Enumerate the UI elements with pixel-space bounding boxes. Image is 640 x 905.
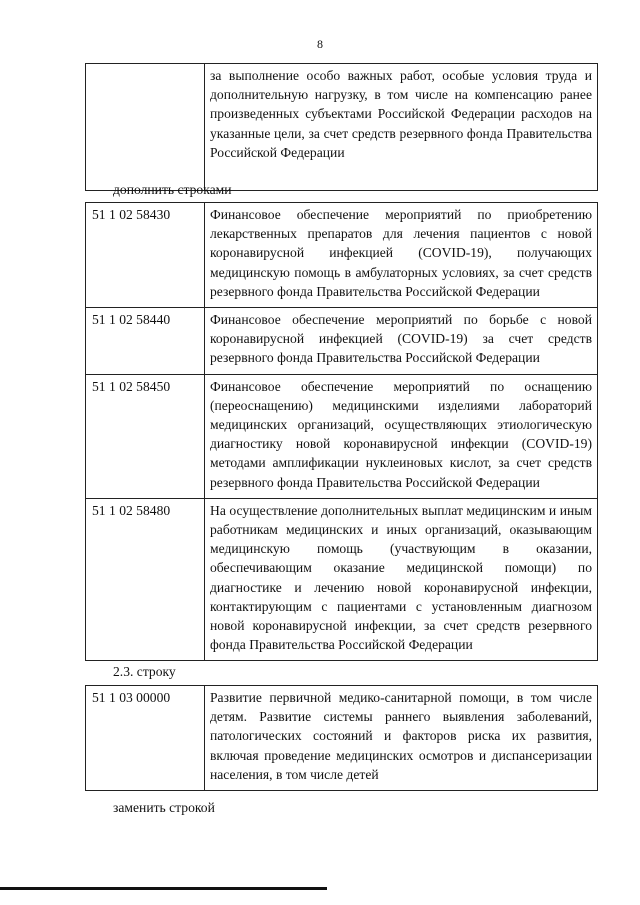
instruction-add-rows: дополнить строками — [113, 182, 232, 197]
page-number: 8 — [317, 37, 323, 51]
table-row — [86, 686, 598, 791]
table-row-to-replace — [85, 685, 598, 791]
description-cell: Финансовое обеспечение мероприятий по борьбе с новой коронавирусной инфекцией (COVID-19) за счет средств резервного фонда Правительства Российской Федерации — [205, 308, 598, 375]
table-row — [86, 203, 598, 308]
table-added-rows — [85, 202, 598, 661]
table-row — [86, 498, 598, 661]
code-cell: 51 1 02 58440 — [86, 308, 205, 375]
instruction-replace-row: заменить строкой — [113, 800, 215, 815]
table-row — [86, 64, 598, 191]
instruction-item-number: 2.3. строку — [113, 664, 176, 679]
code-cell — [86, 64, 205, 191]
code-cell: 51 1 02 58430 — [86, 203, 205, 308]
code-cell: 51 1 02 58480 — [86, 498, 205, 661]
description-cell: Финансовое обеспечение мероприятий по приобретению лекарственных препаратов для лечения пациентов с новой коронавирусной инфекцией (COVID-19), получающих медицинскую помощь в амбулаторных условиях, за счет средств резервного фонда Правительства Российской Федерации — [205, 203, 598, 308]
table-continuation — [85, 63, 598, 191]
description-cell: за выполнение особо важных работ, особые условия труда и дополнительную нагрузку, в том числе на компенсацию ранее произведенных субъектами Российской Федерации расходов на указанные цели, за счет средств резервного фонда Правительства Российской Федерации — [205, 64, 598, 191]
table-row — [86, 374, 598, 498]
description-cell: Развитие первичной медико-санитарной помощи, в том числе детям. Развитие системы раннего выявления заболеваний, патологических состояний и факторов риска их развития, включая проведение медицинских осмотров и диспансеризации населения, в том числе детей — [205, 686, 598, 791]
code-cell: 51 1 03 00000 — [86, 686, 205, 791]
description-cell: Финансовое обеспечение мероприятий по оснащению (переоснащению) медицинскими изделиями лабораторий медицинских организаций, осуществляющих этиологическую диагностику новой коронавирусной инфекции (COVID-19) методами амплификации нуклеиновых кислот, за счет средств резервного фонда Правительства Российской Федерации — [205, 374, 598, 498]
footer-rule — [0, 887, 327, 890]
table-row — [86, 308, 598, 375]
description-cell: На осуществление дополнительных выплат медицинским и иным работникам медицинских и иных организаций, оказывающим медицинскую помощь (участвующим в оказании, обеспечивающим оказание медицинской помощи) по диагностике и лечению новой коронавирусной инфекции, контактирующим с пациентами с установленным диагнозом новой коронавирусной инфекции, за счет средств резервного фонда Правительства Российской Федерации — [205, 498, 598, 661]
code-cell: 51 1 02 58450 — [86, 374, 205, 498]
